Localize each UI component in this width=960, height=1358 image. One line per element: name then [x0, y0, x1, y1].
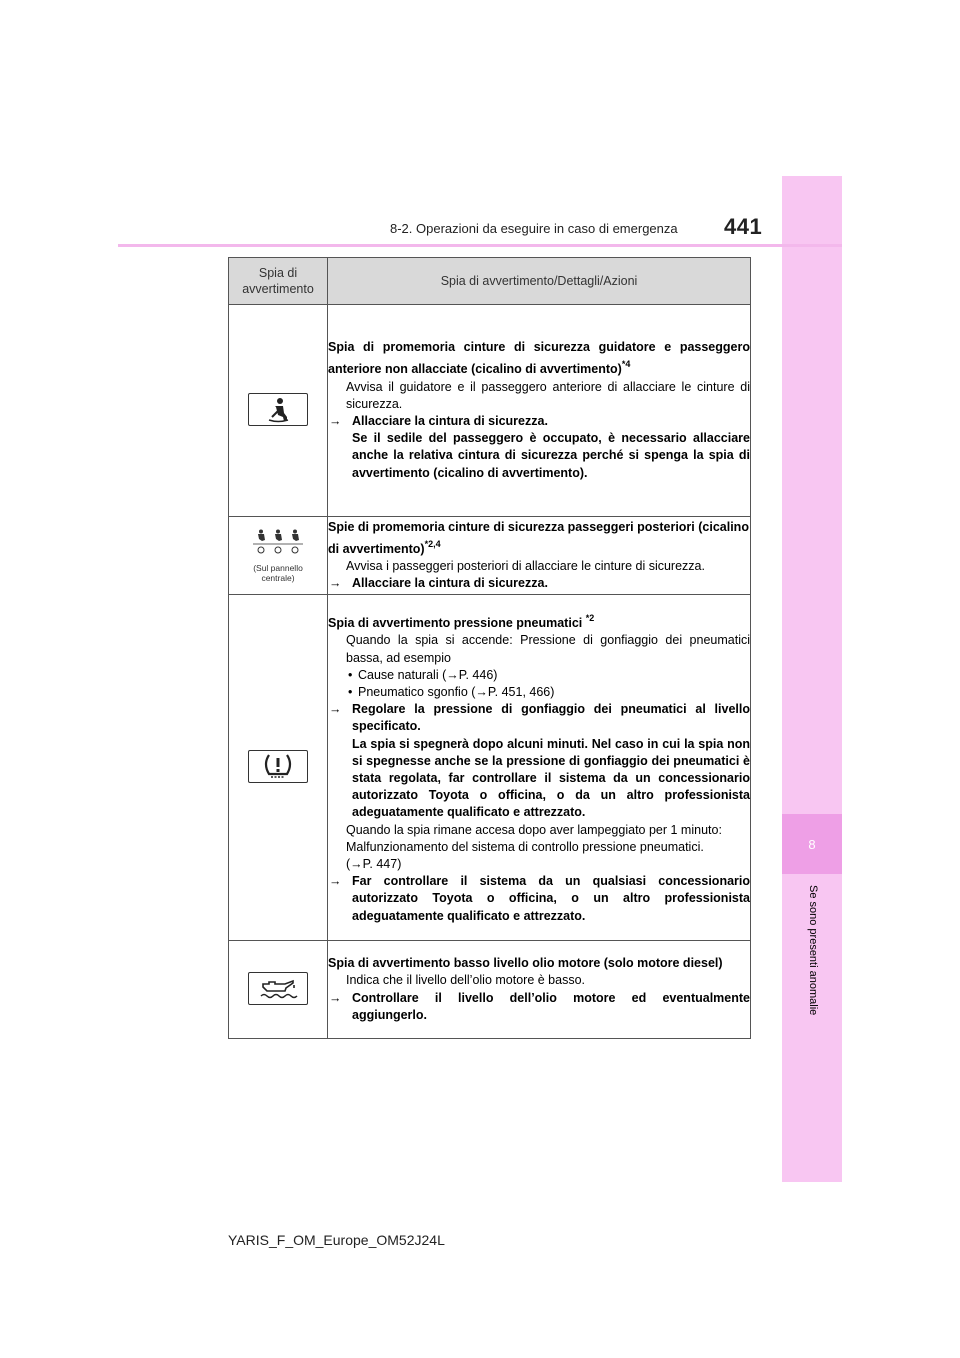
table-header-row: [229, 258, 751, 305]
row-action-text: Far controllare il sistema da un qualsiasi concessionario autorizzato Toyota o officina, o un altro professionista adeguatamente qualificato e attrezzato.: [352, 874, 750, 923]
details-cell: [328, 305, 751, 517]
row-description: Avvisa i passeggeri posteriori di allacciare le cinture di sicurezza.: [346, 559, 705, 573]
icon-cell: [229, 941, 328, 1039]
rear-seatbelt-reminder-icon: [229, 529, 327, 560]
details-cell: [328, 517, 751, 595]
arrow-icon: →: [329, 576, 342, 591]
header-col-details: Spia di avvertimento/Dettagli/Azioni: [328, 258, 751, 305]
row-action-text: Allacciare la cintura di sicurezza.: [352, 576, 548, 591]
row-action-2: [328, 873, 750, 925]
seatbelt-reminder-icon: [248, 393, 308, 426]
row-title-text: Spia di avvertimento pressione pneumatici: [328, 616, 583, 631]
row-action: [328, 413, 750, 430]
chapter-number: 8: [808, 836, 816, 852]
section-title: 8-2. Operazioni da eseguire in caso di emergenza: [390, 221, 678, 236]
row-title: [328, 519, 750, 558]
row-action: [328, 575, 750, 592]
arrow-icon: →: [329, 702, 342, 717]
row-description: Avvisa il guidatore e il passeggero anteriore di allacciare le cinture di sicurezza.: [346, 379, 750, 411]
row-description: Indica che il livello dell’olio motore è basso.: [346, 973, 586, 988]
row-title: [328, 339, 750, 378]
row-description: Quando la spia si accende: Pressione di gonfiaggio dei pneumatici bassa, ad esempio: [346, 633, 750, 665]
footnote-ref: *2,4: [424, 538, 441, 549]
chapter-title-text: Se sono presenti anomalie: [807, 885, 819, 1016]
row-description-2: Quando la spia rimane accesa dopo aver lampeggiato per 1 minuto:: [346, 822, 722, 837]
row-title-text: Spia di promemoria cinture di sicurezza guidatore e passeggero anteriore non allacciate (cicalino di avvertimento): [328, 340, 750, 377]
details-cell: [328, 941, 751, 1039]
table-row: [229, 941, 751, 1039]
row-action: [328, 990, 750, 1024]
icon-cell: [229, 517, 328, 595]
row-title: [328, 610, 750, 632]
page-reference: (→P. 447): [346, 857, 402, 872]
header-rule: [118, 244, 842, 247]
row-action-detail: La spia si spegnerà dopo alcuni minuti. Nel caso in cui la spia non si spegnesse anche se la pressione di gonfiaggio dei pneumatici è stata regolata, far controllare il sistema da un concessionario autorizzato Toyota o officina, o da un altro professionista adeguatamente qualificato e attrezzato.: [352, 736, 750, 820]
chapter-title: [800, 885, 826, 1035]
tire-pressure-warning-icon: [248, 750, 308, 783]
row-action-text: Regolare la pressione di gonfiaggio dei pneumatici al livello specificato.: [352, 702, 750, 734]
arrow-icon: →: [329, 414, 342, 428]
row-action-detail: Se il sedile del passeggero è occupato, è necessario allacciare anche la relativa cintura di sicurezza perché si spenga la spia di avvertimento (cicalino di avvertimento).: [352, 431, 750, 480]
icon-location-label: (Sul pannello centrale): [253, 562, 303, 583]
page-number: 441: [724, 214, 763, 239]
row-action-text: Controllare il livello dell’olio motore ed eventualmente aggiungerlo.: [352, 990, 750, 1022]
row-description-3: Malfunzionamento del sistema di controllo pressione pneumatici.: [346, 839, 704, 854]
table-row: [229, 595, 751, 941]
arrow-icon: →: [329, 990, 342, 1005]
icon-cell: [229, 595, 328, 941]
bullet-item: • Cause naturali (→P. 446): [328, 667, 750, 684]
table-row: [229, 305, 751, 517]
table-row: [229, 517, 751, 595]
document-code: YARIS_F_OM_Europe_OM52J24L: [228, 1232, 445, 1248]
header-col-icon: Spia di avvertimento: [229, 258, 328, 305]
bullet-item: • Pneumatico sgonfio (→P. 451, 466): [328, 684, 750, 701]
chapter-number-tab: [782, 814, 842, 874]
row-action-text: Allacciare la cintura di sicurezza.: [352, 414, 548, 428]
footnote-ref: *4: [621, 359, 631, 370]
warning-lights-table: [228, 257, 751, 1039]
row-action: [328, 701, 750, 735]
arrow-icon: →: [329, 874, 342, 889]
details-cell: [328, 595, 751, 941]
row-title-text: Spie di promemoria cinture di sicurezza passeggeri posteriori (cicalino di avvertimento): [328, 519, 749, 556]
row-title: Spia di avvertimento basso livello olio motore (solo motore diesel): [328, 956, 723, 971]
footnote-ref: *2: [585, 613, 595, 624]
low-engine-oil-level-icon: [248, 972, 308, 1005]
icon-cell: [229, 305, 328, 517]
